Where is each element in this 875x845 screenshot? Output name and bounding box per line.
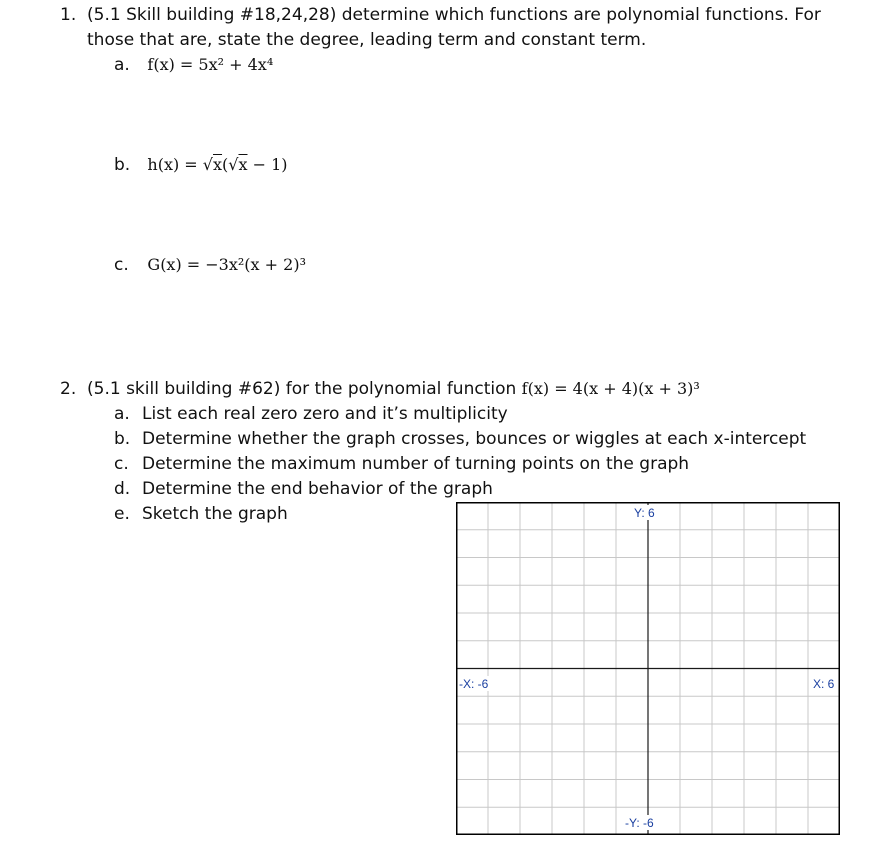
q1-line1: (5.1 Skill building #18,24,28) determine which functions are polynomial functions. For: [87, 5, 821, 25]
q1-part-a-expression: f(x) = 5x² + 4x⁴: [147, 55, 274, 74]
q2-part-a: [114, 402, 508, 426]
q2-part-c-label: c.: [114, 454, 129, 474]
q2-part-c-text: Determine the maximum number of turning points on the graph: [142, 454, 690, 474]
q1-part-c-label: c.: [114, 255, 129, 275]
q2-part-a-label: a.: [114, 404, 130, 424]
q1-part-a-label: a.: [114, 55, 130, 75]
q2-part-d: [114, 477, 493, 501]
q2-part-a-text: List each real zero zero and it’s multiplicity: [142, 404, 508, 424]
q2-part-e-text: Sketch the graph: [142, 504, 288, 524]
q1-part-c: [114, 253, 306, 277]
q2-number: 2.: [60, 379, 77, 399]
q2-part-d-label: d.: [114, 479, 131, 499]
q2-part-b-label: b.: [114, 429, 131, 449]
q1-part-c-expression: G(x) = −3x²(x + 2)³: [147, 255, 306, 274]
q1-number: 1.: [60, 5, 77, 25]
q2-part-b-text: Determine whether the graph crosses, bounces or wiggles at each x-intercept: [142, 429, 807, 449]
x-max-label: X: 6: [813, 677, 835, 691]
x-min-label: -X: -6: [459, 677, 489, 691]
q2-part-e-label: e.: [114, 504, 130, 524]
q2-function: f(x) = 4(x + 4)(x + 3)³: [521, 379, 700, 398]
q2-intro-text: (5.1 skill building #62) for the polynomial function: [87, 379, 517, 399]
y-min-label: -Y: -6: [625, 816, 654, 830]
q2-part-e: [114, 502, 288, 526]
q2-part-b: [114, 427, 806, 451]
q1-line2: those that are, state the degree, leading term and constant term.: [87, 30, 647, 50]
y-max-label: Y: 6: [634, 506, 655, 520]
q1-part-b-expression: h(x) = √x(√x − 1): [147, 155, 288, 174]
q2-part-d-text: Determine the end behavior of the graph: [142, 479, 493, 499]
q2-intro: [87, 377, 700, 401]
q1-part-b: [114, 153, 288, 177]
q1-part-b-label: b.: [114, 155, 131, 175]
q1-part-a: [114, 53, 273, 77]
coordinate-grid: [456, 502, 840, 835]
q2-part-c: [114, 452, 689, 476]
